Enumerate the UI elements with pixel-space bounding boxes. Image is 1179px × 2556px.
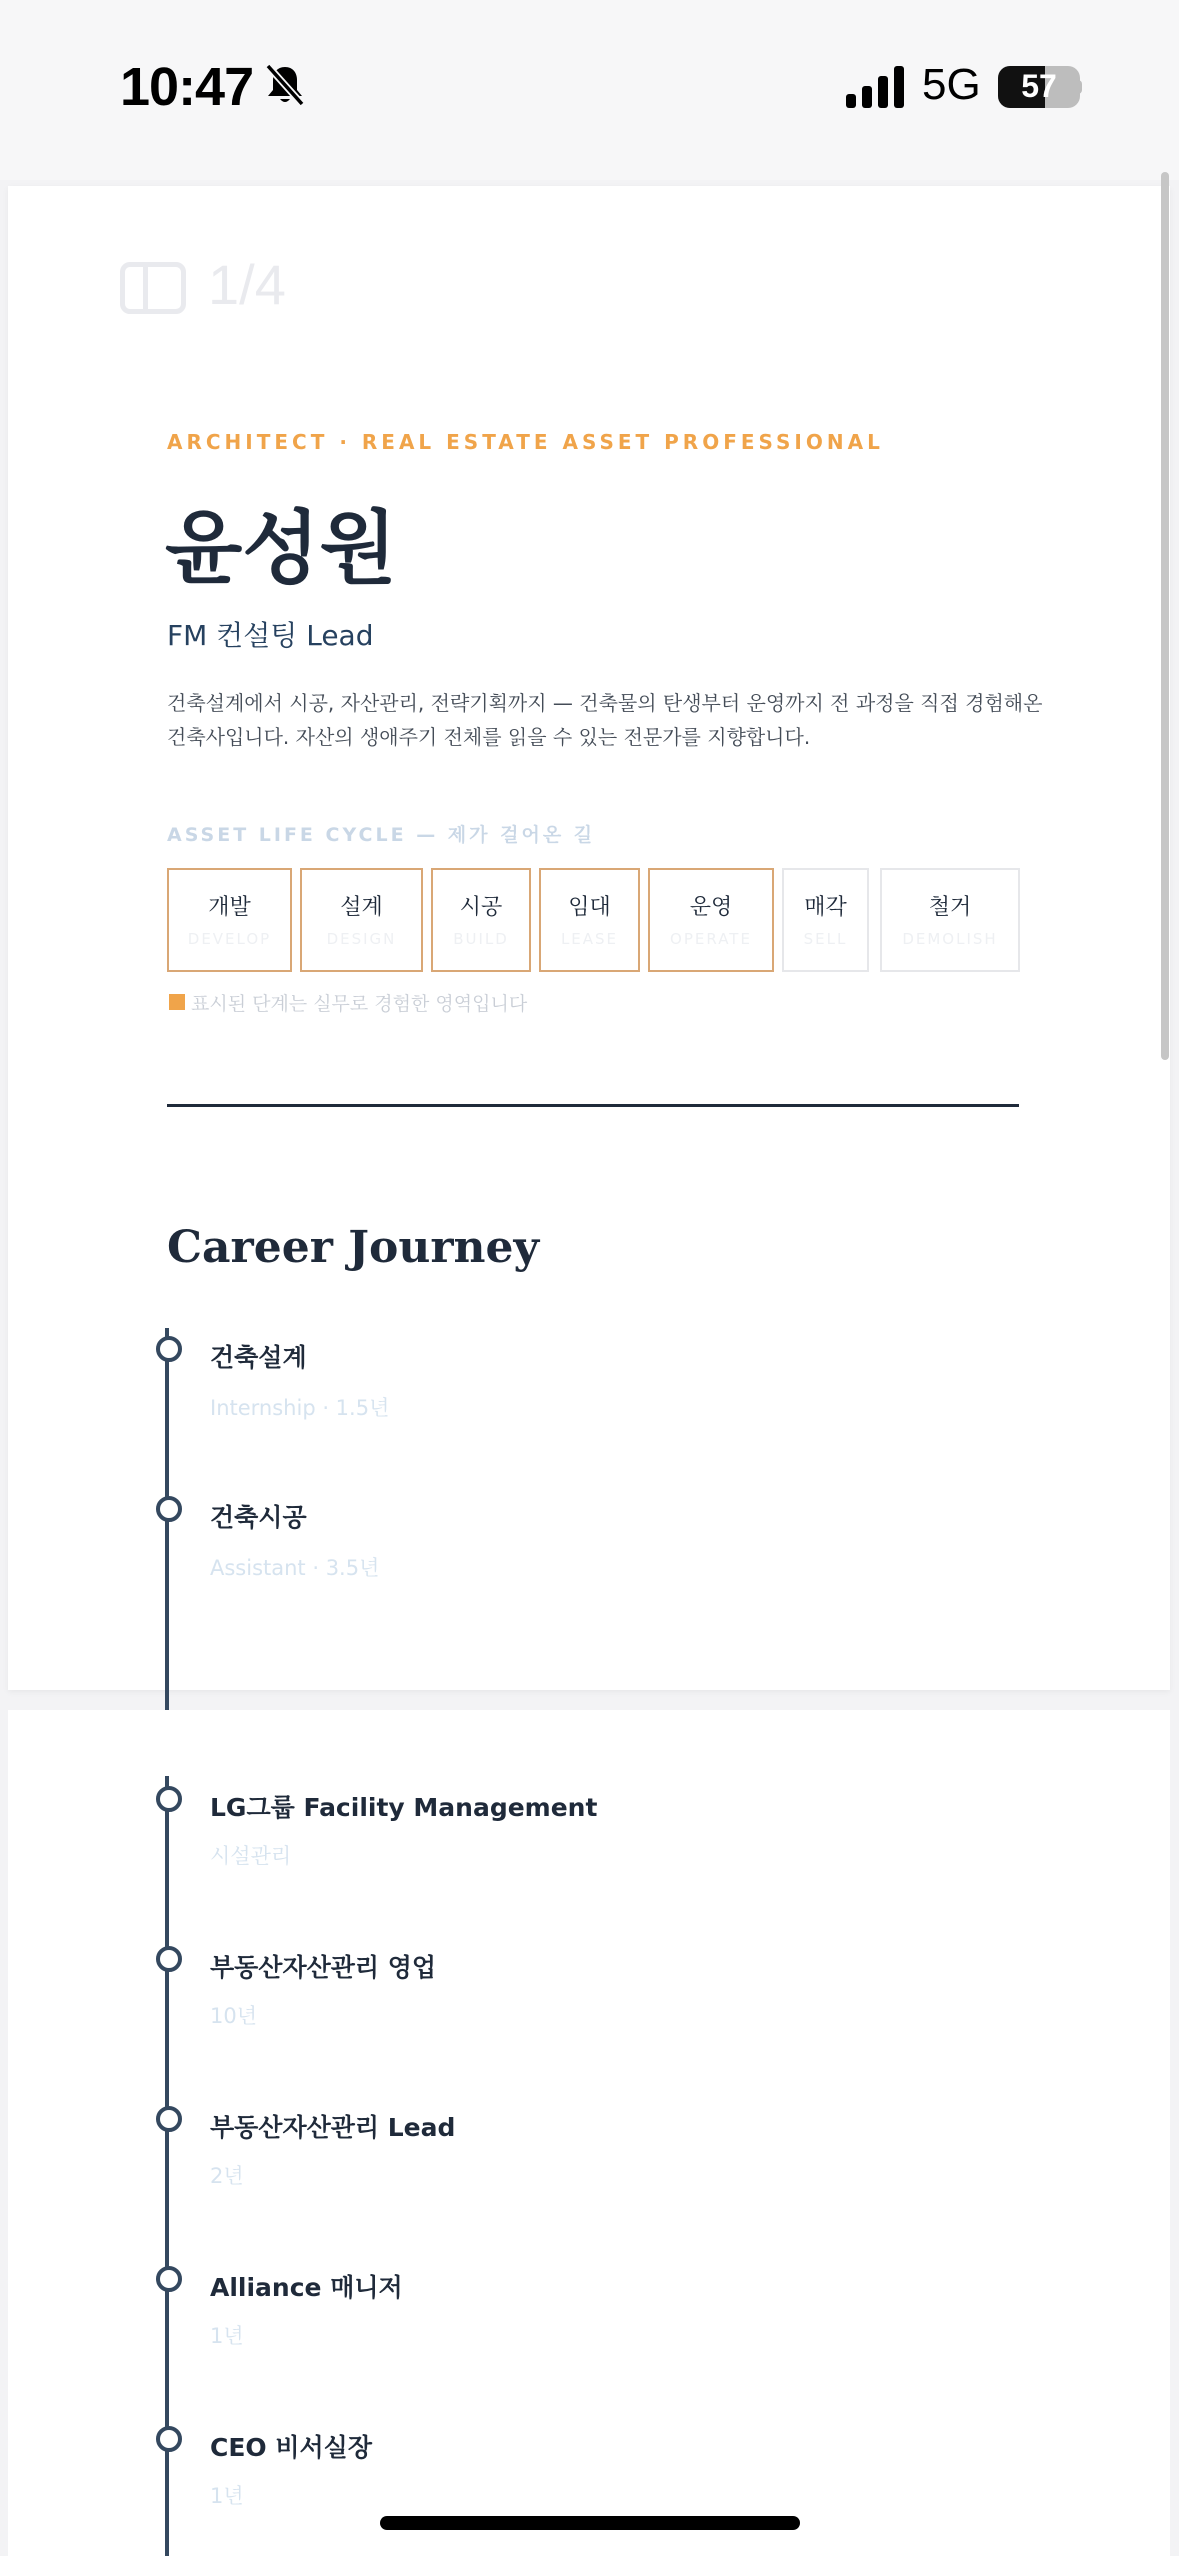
career-item-sub: Assistant · 3.5년 [210, 1556, 380, 1580]
cellular-signal-icon [846, 66, 906, 108]
stage-sublabel: DEMOLISH [902, 930, 998, 948]
stage-demolish [880, 868, 1020, 972]
resume-page-1 [8, 186, 1170, 1690]
career-item-title: 건축설계 [210, 1343, 307, 1372]
career-item-title: LG그룹 Facility Management [210, 1793, 598, 1822]
resume-page-2 [8, 1710, 1170, 2556]
timeline-node [156, 1496, 182, 1522]
career-item-title: 부동산자산관리 영업 [210, 1953, 437, 1982]
stage-sublabel: LEASE [560, 930, 619, 948]
stage-sublabel: SELL [803, 930, 848, 948]
bell-slash-icon [262, 62, 308, 108]
scrollbar[interactable] [1161, 172, 1169, 1060]
career-item-title: 건축시공 [210, 1503, 307, 1532]
stage-operate [648, 868, 774, 972]
sidebar-toggle-icon[interactable] [120, 262, 186, 314]
profile-name: 윤성원 [165, 502, 397, 595]
stage-sublabel: BUILD [453, 930, 509, 948]
timeline-node [156, 1946, 182, 1972]
career-item-sub: 10년 [210, 2004, 258, 2028]
stage-label: 임대 [568, 895, 611, 920]
profile-role: FM 컨설팅 Lead [167, 619, 374, 652]
stage-label: 운영 [689, 895, 733, 920]
profile-eyebrow: ARCHITECT · REAL ESTATE ASSET PROFESSIONAL [167, 430, 884, 454]
timeline-node [156, 1336, 182, 1362]
battery-icon [998, 66, 1080, 108]
stage-label: 설계 [340, 895, 383, 920]
timeline-node [156, 2426, 182, 2452]
lifecycle-legend: 표시된 단계는 실무로 경험한 영역입니다 [191, 993, 528, 1015]
stage-develop [167, 868, 292, 972]
career-item-sub: Internship · 1.5년 [210, 1396, 390, 1420]
stage-sell [782, 868, 869, 972]
career-item-title: 부동산자산관리 Lead [210, 2113, 456, 2142]
career-item-sub: 1년 [210, 2484, 244, 2508]
career-item-sub: 2년 [210, 2164, 244, 2188]
legend-marker [169, 994, 185, 1010]
profile-intro: 건축설계에서 시공, 자산관리, 전략기획까지 — 건축물의 탄생부터 운영까지 전 과정을 직접 경험해온 건축사입니다. 자산의 생애주기 전체를 읽을 수 있는 전문가를 지향합니다. [167, 691, 1043, 749]
status-time: 10:47 [120, 57, 254, 117]
status-bar [0, 0, 1179, 180]
career-item-title: CEO 비서실장 [210, 2433, 372, 2462]
timeline-node [156, 1786, 182, 1812]
stage-label: 철거 [928, 895, 972, 920]
stage-build [431, 868, 531, 972]
stage-sublabel: DEVELOP [187, 930, 272, 948]
stage-label: 개발 [208, 895, 251, 920]
stage-sublabel: OPERATE [670, 930, 752, 948]
stage-label: 매각 [804, 895, 847, 920]
career-item-sub: 시설관리 [210, 1844, 292, 1868]
battery-level: 57 [1021, 68, 1057, 104]
page-indicator: 1/4 [208, 253, 286, 316]
stage-sublabel: DESIGN [326, 930, 397, 948]
network-type: 5G [922, 60, 981, 109]
home-indicator[interactable] [380, 2516, 800, 2530]
timeline-node [156, 2106, 182, 2132]
career-item-title: Alliance 매니저 [210, 2273, 403, 2302]
stage-label: 시공 [459, 895, 503, 920]
stage-design [300, 868, 423, 972]
stage-lease [539, 868, 640, 972]
timeline-node [156, 2266, 182, 2292]
career-item-sub: 1년 [210, 2324, 244, 2348]
career-title: Career Journey [167, 1222, 540, 1273]
battery-tip [1076, 80, 1082, 94]
lifecycle-label: ASSET LIFE CYCLE — 제가 걸어온 길 [167, 824, 596, 846]
section-divider [167, 1104, 1019, 1107]
